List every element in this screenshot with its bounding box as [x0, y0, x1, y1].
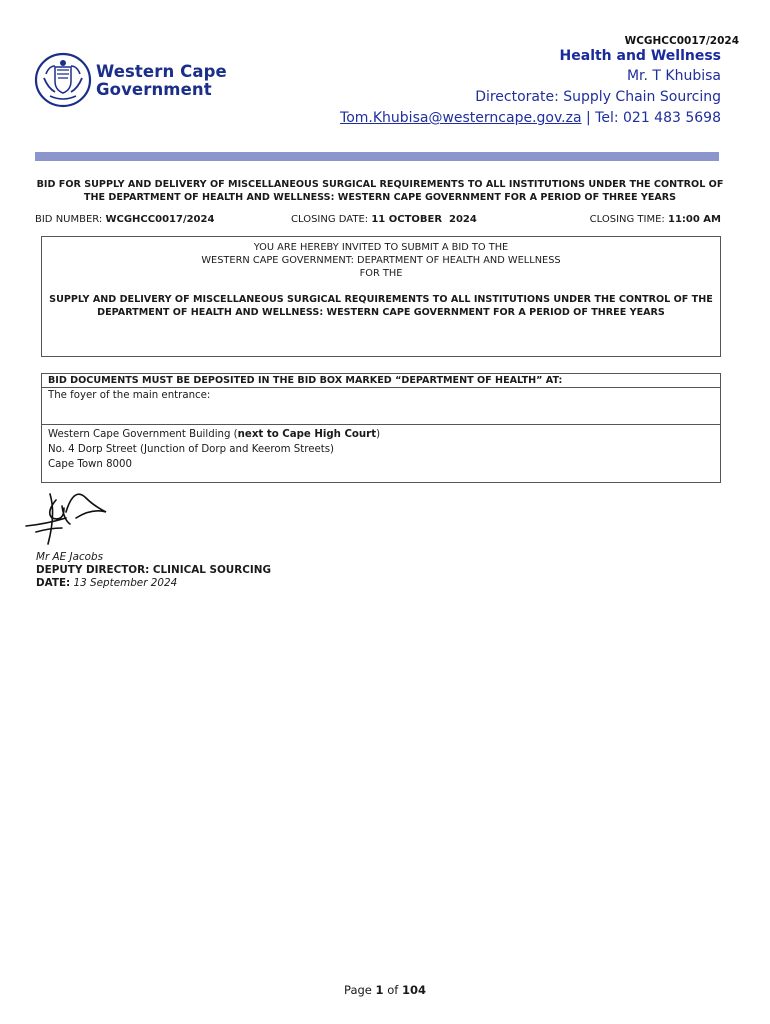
page-footer [0, 983, 770, 997]
closing-date-label: CLOSING DATE: [291, 214, 372, 225]
title-line-2: THE DEPARTMENT OF HEALTH AND WELLNESS: WESTERN CAPE GOVERNMENT FOR A PERIOD OF THREE YEARS [83, 192, 677, 203]
invitation-line-3: FOR THE [359, 268, 403, 279]
logo-line-2: Government [96, 80, 212, 99]
deposit-address [42, 425, 720, 472]
building-landmark: next to Cape High Court [237, 429, 377, 440]
address-city: Cape Town 8000 [48, 459, 133, 470]
bid-number-label: BID NUMBER: [35, 214, 106, 225]
closing-date-value: 11 OCTOBER 2024 [371, 214, 477, 225]
address-building [48, 427, 714, 442]
header-divider [35, 152, 719, 161]
bid-number [35, 214, 214, 225]
signatory-name: Mr AE Jacobs [36, 551, 104, 563]
address-street: No. 4 Dorp Street (Junction of Dorp and Keerom Streets) [48, 444, 335, 455]
department-name: Health and Wellness [559, 48, 721, 64]
invitation-text [42, 241, 720, 280]
invitation-line-2: WESTERN CAPE GOVERNMENT: DEPARTMENT OF HEALTH AND WELLNESS [201, 255, 561, 266]
closing-time [590, 214, 721, 225]
page-number: 1 [375, 983, 384, 997]
signature-date [36, 577, 271, 590]
contact-block [340, 47, 721, 129]
closing-date [291, 214, 477, 225]
page-total: 104 [401, 983, 426, 997]
deposit-box [41, 373, 721, 483]
title-line-1: BID FOR SUPPLY AND DELIVERY OF MISCELLANEOUS SURGICAL REQUIREMENTS TO ALL INSTITUTIONS UNDER THE CONTROL OF [36, 179, 724, 190]
closing-time-value: 11:00 AM [667, 214, 721, 225]
phone-number: Tel: 021 483 5698 [595, 110, 721, 126]
email-link[interactable]: Tom.Khubisa@westerncape.gov.za [340, 110, 582, 126]
invitation-line-1: YOU ARE HEREBY INVITED TO SUBMIT A BID TO THE [253, 242, 509, 253]
deposit-foyer: The foyer of the main entrance: [42, 388, 720, 425]
scope-line-2: DEPARTMENT OF HEALTH AND WELLNESS: WESTERN CAPE GOVERNMENT FOR A PERIOD OF THREE YEARS [97, 307, 665, 318]
date-label: DATE: [36, 577, 71, 589]
invitation-box [41, 236, 721, 357]
handwritten-signature [20, 486, 120, 556]
deposit-heading: BID DOCUMENTS MUST BE DEPOSITED IN THE BID BOX MARKED “DEPARTMENT OF HEALTH” AT: [42, 374, 720, 388]
contact-details [340, 108, 721, 129]
page-label: Page [344, 983, 376, 997]
bid-number-value: WCGHCC0017/2024 [105, 214, 215, 225]
building-name: Western Cape Government Building ( [48, 429, 238, 440]
document-reference: WCGHCC0017/2024 [624, 35, 739, 47]
separator: | [581, 110, 596, 126]
logo-line-1: Western Cape [96, 62, 227, 81]
bid-title [35, 178, 725, 204]
closing-time-label: CLOSING TIME: [589, 214, 668, 225]
signatory-title: DEPUTY DIRECTOR: CLINICAL SOURCING [36, 564, 271, 576]
date-value: 13 September 2024 [70, 577, 178, 589]
western-cape-government-logo [34, 52, 234, 108]
directorate: Directorate: Supply Chain Sourcing [475, 89, 721, 105]
contact-name: Mr. T Khubisa [626, 68, 721, 84]
building-close: ) [376, 429, 381, 440]
scope-line-1: SUPPLY AND DELIVERY OF MISCELLANEOUS SURGICAL REQUIREMENTS TO ALL INSTITUTIONS UNDER THE CONTROL OF THE [49, 294, 713, 305]
signatory-block [36, 551, 271, 590]
of-label: of [383, 983, 402, 997]
coat-of-arms-icon [34, 52, 92, 108]
bid-scope [42, 293, 720, 319]
